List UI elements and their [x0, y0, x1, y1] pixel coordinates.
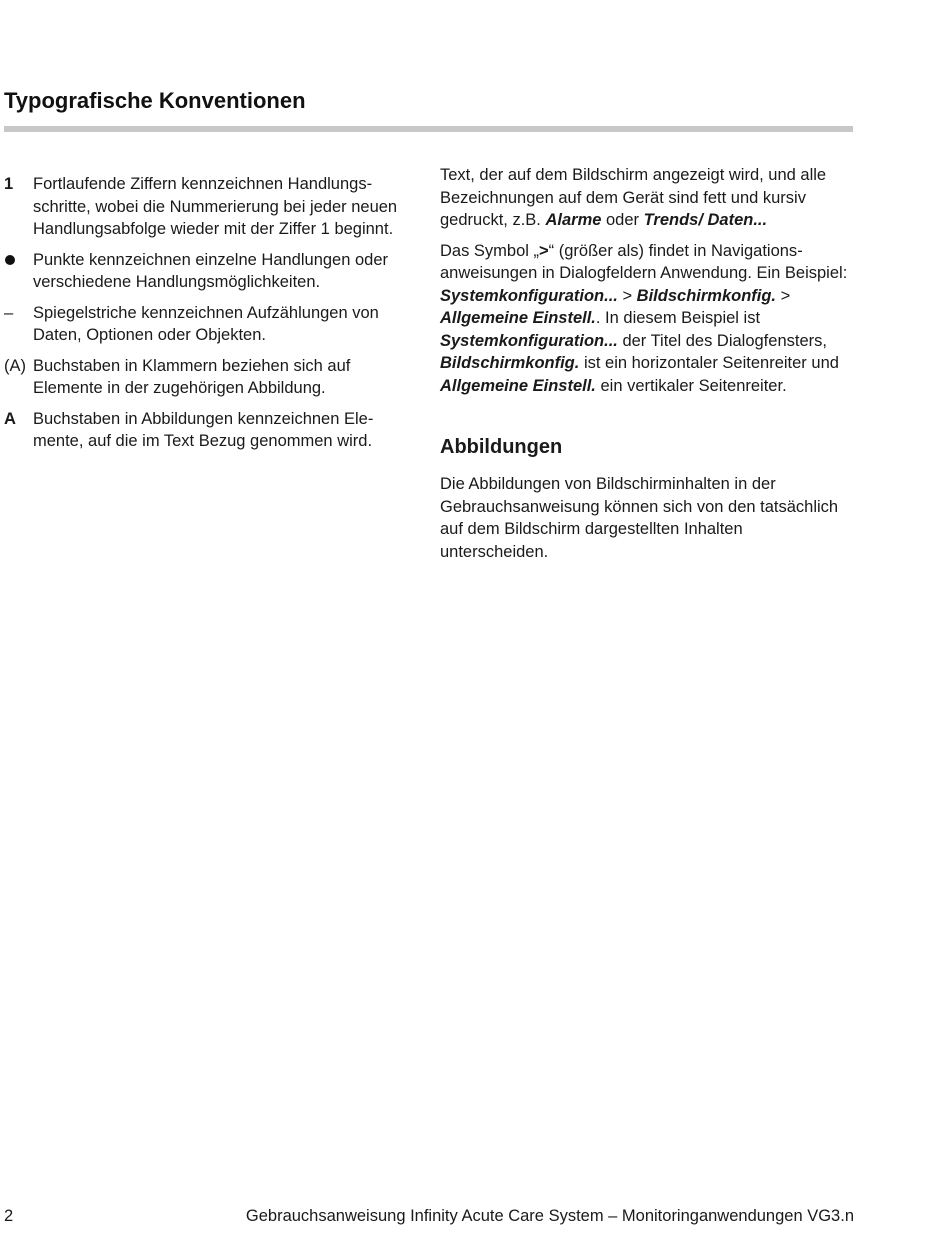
abbildungen-paragraph: Die Abbildungen von Bildschirminhalten in der Gebrauchsanweisung können sich von den tatsächlich auf dem Bildschirm dargestellten Inhalten unterscheiden.	[440, 475, 839, 561]
ui-term: Systemkonfiguration...	[440, 286, 618, 305]
convention-text: Buchstaben in Abbildungen kennzeichnen Elemente, auf die im Text Bezug genommen wird.	[33, 409, 374, 450]
letter-paren-marker: (A)	[4, 356, 26, 375]
greater-than-symbol: >	[539, 241, 549, 260]
footer-document-title: Gebrauchsanweisung Infinity Acute Care System – Monitoringanwendungen VG3.n	[245, 1207, 854, 1225]
convention-item-parenthesized-letters	[4, 355, 416, 400]
dash-marker: –	[4, 303, 14, 322]
ui-term: Trends/ Daten...	[643, 211, 768, 229]
letter-marker: A	[4, 409, 16, 428]
title-divider	[4, 126, 853, 132]
paragraph-text: . In diesem Beispiel ist	[595, 309, 761, 327]
paragraph-text: ist ein horizontaler Seitenreiter und	[579, 354, 839, 372]
ui-term: Allgemeine Einstell.	[440, 376, 596, 395]
conventions-list	[4, 173, 416, 461]
convention-text: Spiegelstriche kennzeichnen Aufzählungen von Daten, Optionen oder Objekten.	[33, 303, 379, 344]
paragraph-text: Das Symbol „	[440, 241, 540, 260]
paragraph-text: oder	[601, 211, 644, 229]
paragraph-text: ein vertikaler Seitenreiter.	[595, 376, 787, 395]
paragraph-text: “ (größer als) findet in Navigationsanweisungen in Dialogfeldern Anwendung. Ein Beispiel:	[440, 241, 848, 282]
navigation-symbol-paragraph	[440, 240, 854, 398]
right-column	[440, 164, 854, 571]
ui-term: Systemkonfiguration...	[440, 331, 618, 350]
convention-text: Punkte kennzeichnen einzelne Handlungen oder verschiedene Handlungsmöglichkeiten.	[33, 250, 389, 291]
convention-item-dashes	[4, 302, 416, 347]
paragraph-text: >	[617, 286, 637, 305]
ui-term: Alarme	[545, 211, 602, 229]
page-title: Typografische Konventionen	[4, 88, 306, 113]
convention-item-bullets	[4, 249, 416, 294]
convention-item-letters	[4, 408, 416, 453]
paragraph-text: Text, der auf dem Bildschirm angezeigt wird, und alle Bezeichnungen auf dem Gerät sind fett und kursiv gedruckt, z.B.	[440, 166, 827, 229]
convention-item-numbers	[4, 173, 416, 241]
convention-text: Fortlaufende Ziffern kennzeichnen Handlungsschritte, wobei die Nummerierung bei jeder neuen Handlungsabfolge wieder mit der Ziffer 1 beginnt.	[33, 175, 398, 238]
paragraph-text: >	[776, 286, 791, 305]
page-number: 2	[4, 1207, 14, 1225]
ui-term: Bildschirmkonfig.	[440, 354, 580, 372]
bullet-icon	[4, 249, 33, 294]
ui-term: Bildschirmkonfig.	[636, 286, 777, 305]
display-text-paragraph	[440, 164, 854, 232]
section-heading-abbildungen: Abbildungen	[440, 436, 563, 458]
numeral-marker: 1	[4, 175, 14, 193]
ui-term: Allgemeine Einstell.	[440, 309, 596, 327]
paragraph-text: der Titel des Dialogfensters,	[617, 331, 827, 350]
convention-text: Buchstaben in Klammern beziehen sich auf Elemente in der zugehörigen Abbildung.	[33, 356, 351, 397]
